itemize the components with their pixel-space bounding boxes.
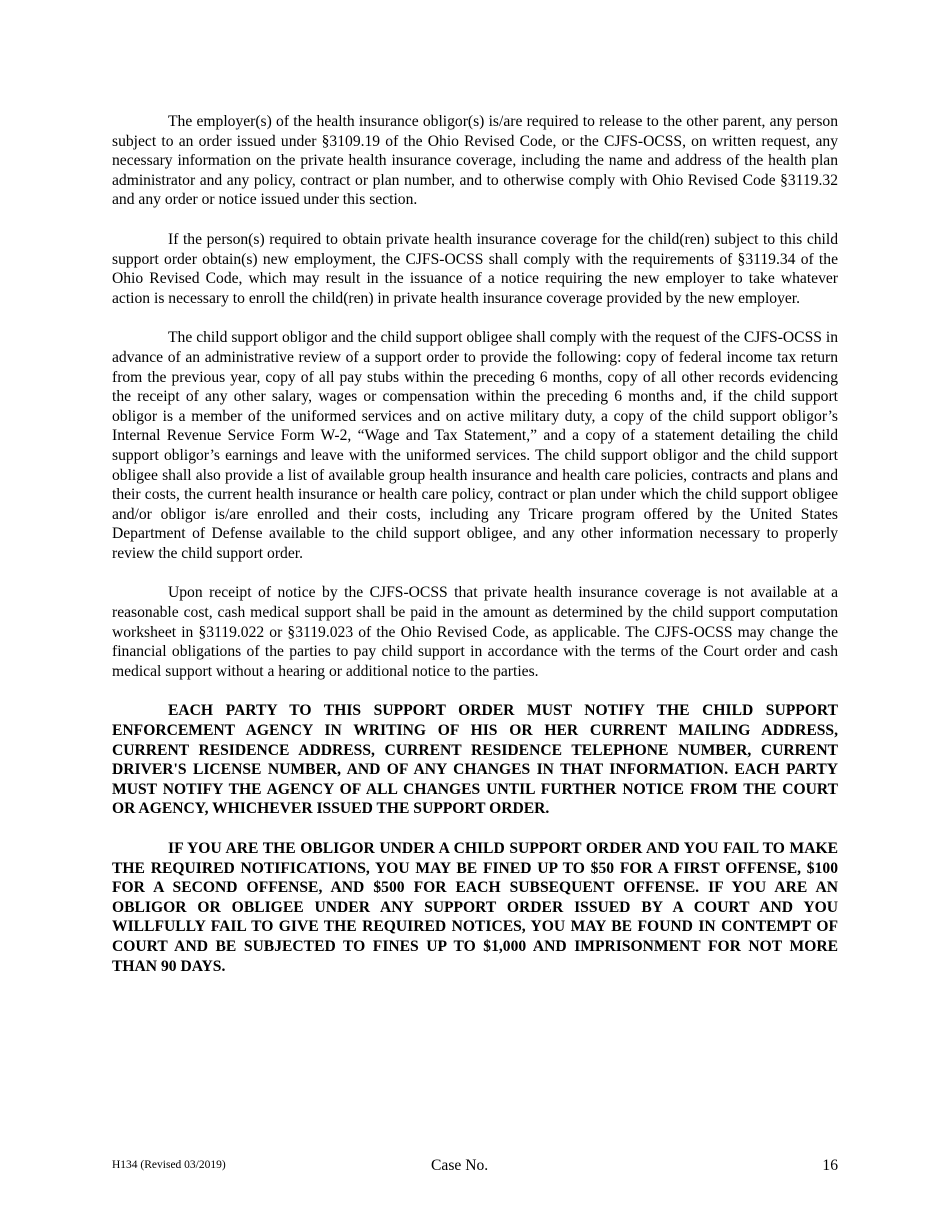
employer-release-paragraph: The employer(s) of the health insurance obligor(s) is/are required to release to the other parent, any person subject to an order issued under §3109.19 of the Ohio Revised Code, or the CJFS-OCSS, on written request, any necessary information on the private health insurance coverage, including the name and address of the health plan administrator and any policy, contract or plan number, and to otherwise comply with Ohio Revised Code §3119.32 and any order or notice issued under this section. bbox=[112, 113, 838, 209]
case-number-label: Case No. bbox=[431, 1157, 489, 1174]
penalty-warning-notice: IF YOU ARE THE OBLIGOR UNDER A CHILD SUPPORT ORDER AND YOU FAIL TO MAKE THE REQUIRED NOTIFICATIONS, YOU MAY BE FINED UP TO $50 FOR A FIRST OFFENSE, $100 FOR A SECOND OFFENSE, AND $500 FOR EACH SUBSEQUENT OFFENSE. IF YOU ARE AN OBLIGOR OR OBLIGEE UNDER ANY SUPPORT ORDER ISSUED BY A COURT AND YOU WILLFULLY FAIL TO GIVE THE REQUIRED NOTICES, YOU MAY BE FOUND IN CONTEMPT OF COURT AND BE SUBJECTED TO FINES UP TO $1,000 AND IMPRISONMENT FOR NOT MORE THAN 90 DAYS. bbox=[112, 840, 838, 975]
form-revision-label: H134 (Revised 03/2019) bbox=[112, 1159, 226, 1171]
administrative-review-paragraph: The child support obligor and the child support obligee shall comply with the request of the CJFS-OCSS in advance of an administrative review of a support order to provide the following: copy of federal income tax return from the previous year, copy of all pay stubs within the preceding 6 months, copy of all other records evidencing the receipt of any other salary, wages or compensation within the preceding 6 months and, if the child support obligor is a member of the uniformed services and on active military duty, a copy of the child support obligor’s Internal Revenue Service Form W-2, “Wage and Tax Statement,” and a copy of a statement detailing the child support obligor’s earnings and leave with the uniformed services. The child support obligor and the child support obligee shall also provide a list of available group health insurance and health care policies, contracts and plans and their costs, the current health insurance or health care policy, contract or plan under which the child support obligee and/or obligor is/are enrolled and their costs, including any Tricare program offered by the United States Department of Defense available to the child support obligee, and any other information necessary to properly review the child support order. bbox=[112, 329, 838, 562]
document-body bbox=[112, 112, 838, 996]
notification-requirement-notice: EACH PARTY TO THIS SUPPORT ORDER MUST NOTIFY THE CHILD SUPPORT ENFORCEMENT AGENCY IN WRITING OF HIS OR HER CURRENT MAILING ADDRESS, CURRENT RESIDENCE ADDRESS, CURRENT RESIDENCE TELEPHONE NUMBER, CURRENT DRIVER'S LICENSE NUMBER, AND OF ANY CHANGES IN THAT INFORMATION. EACH PARTY MUST NOTIFY THE AGENCY OF ALL CHANGES UNTIL FURTHER NOTICE FROM THE COURT OR AGENCY, WHICHEVER ISSUED THE SUPPORT ORDER. bbox=[112, 702, 838, 818]
page-number: 16 bbox=[822, 1157, 838, 1174]
page-footer bbox=[112, 1157, 838, 1179]
new-employment-paragraph: If the person(s) required to obtain private health insurance coverage for the child(ren) subject to this child support order obtain(s) new employment, the CJFS-OCSS shall comply with the requirements of §3119.34 of the Ohio Revised Code, which may result in the issuance of a notice requiring the new employer to take whatever action is necessary to enroll the child(ren) in private health insurance coverage provided by the new employer. bbox=[112, 230, 838, 307]
cash-medical-support-paragraph: Upon receipt of notice by the CJFS-OCSS that private health insurance coverage is not available at a reasonable cost, cash medical support shall be paid in the amount as determined by the child support computation worksheet in §3119.022 or §3119.023 of the Ohio Revised Code, as applicable. The CJFS-OCSS may change the financial obligations of the parties to pay child support in accordance with the terms of the Court order and cash medical support without a hearing or additional notice to the parties. bbox=[112, 584, 838, 680]
